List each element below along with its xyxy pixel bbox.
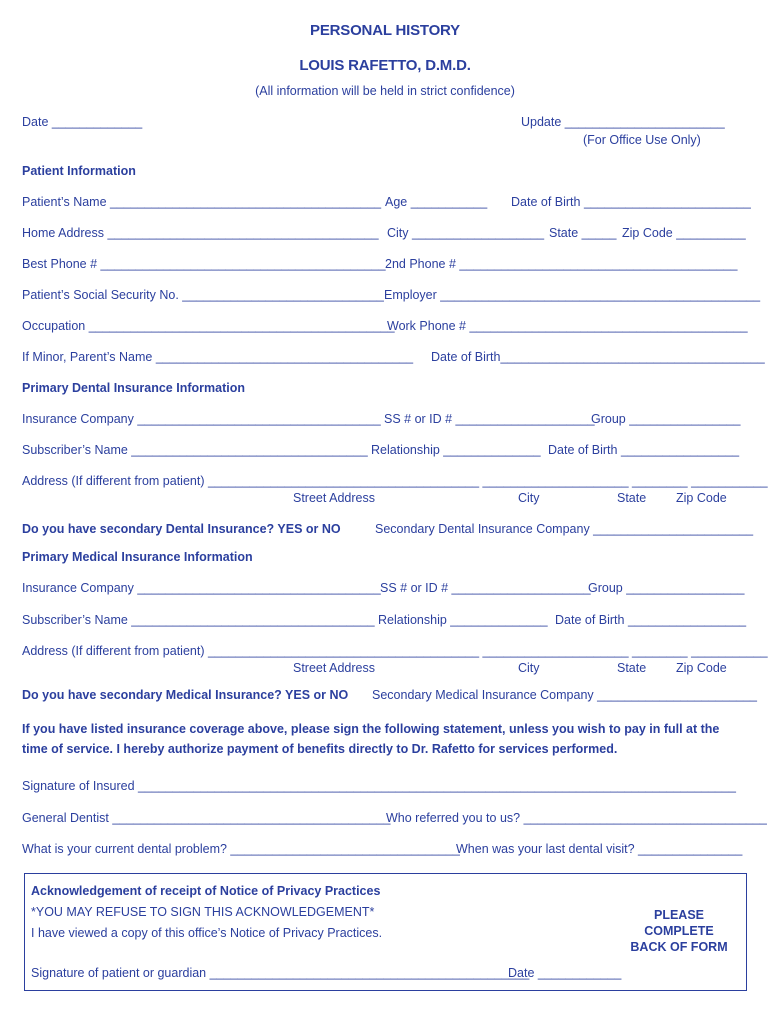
medical-group-field[interactable]: Group _________________ <box>588 581 745 595</box>
referred-by-field[interactable]: Who referred you to us? ___________________________________ <box>386 811 767 825</box>
home-address-field[interactable]: Home Address _______________________________________ <box>22 226 379 240</box>
please-line-1: PLEASE <box>653 908 704 922</box>
secondary-medical-question[interactable]: Do you have secondary Medical Insurance? YES or NO <box>22 688 349 702</box>
medical-ssid-field[interactable]: SS # or ID # ____________________ <box>380 581 591 595</box>
ack-viewed-statement: I have viewed a copy of this office’s Notice of Privacy Practices. <box>31 926 383 940</box>
medical-relationship-field[interactable]: Relationship ______________ <box>378 613 548 627</box>
dental-subscriber-field[interactable]: Subscriber’s Name __________________________________ <box>22 443 368 457</box>
please-complete-back-note <box>620 907 738 955</box>
secondary-medical-company-field[interactable]: Secondary Medical Insurance Company _______________________ <box>372 688 758 702</box>
authorization-statement-line-1: If you have listed insurance coverage above, please sign the following statement, unless you wish to pay in full at the <box>22 722 720 736</box>
medical-address-field[interactable]: Address (If different from patient) _______________________________________ _____________________ ________ ___________ <box>22 644 768 658</box>
please-line-2: COMPLETE <box>644 924 714 938</box>
medical-company-field[interactable]: Insurance Company ___________________________________ <box>22 581 381 595</box>
page-title: PERSONAL HISTORY <box>310 22 460 39</box>
dental-company-field[interactable]: Insurance Company ___________________________________ <box>22 412 381 426</box>
zip-field[interactable]: Zip Code __________ <box>622 226 746 240</box>
best-phone-field[interactable]: Best Phone # _________________________________________ <box>22 257 386 271</box>
work-phone-field[interactable]: Work Phone # ________________________________________ <box>387 319 748 333</box>
please-line-3: BACK OF FORM <box>630 940 728 954</box>
signature-insured-field[interactable]: Signature of Insured ______________________________________________________________________________________ <box>22 779 736 793</box>
dental-zip-caption: Zip Code <box>676 491 727 505</box>
dental-city-caption: City <box>518 491 540 505</box>
second-phone-field[interactable]: 2nd Phone # ________________________________________ <box>385 257 738 271</box>
general-dentist-field[interactable]: General Dentist ________________________________________ <box>22 811 391 825</box>
ack-date-field[interactable]: Date ____________ <box>508 966 622 980</box>
medical-state-caption: State <box>617 661 647 675</box>
parent-name-field[interactable]: If Minor, Parent’s Name _____________________________________ <box>22 350 414 364</box>
ack-signature-field[interactable]: Signature of patient or guardian ______________________________________________ <box>31 966 530 980</box>
secondary-dental-company-field[interactable]: Secondary Dental Insurance Company _______________________ <box>375 522 754 536</box>
dental-group-field[interactable]: Group ________________ <box>591 412 741 426</box>
occupation-field[interactable]: Occupation ____________________________________________ <box>22 319 395 333</box>
medical-city-caption: City <box>518 661 540 675</box>
medical-street-caption: Street Address <box>293 661 375 675</box>
medical-subscriber-field[interactable]: Subscriber’s Name ___________________________________ <box>22 613 375 627</box>
dental-relationship-field[interactable]: Relationship ______________ <box>371 443 541 457</box>
medical-insurance-heading: Primary Medical Insurance Information <box>22 550 253 564</box>
office-use-note: (For Office Use Only) <box>583 133 701 147</box>
dental-ssid-field[interactable]: SS # or ID # ____________________ <box>384 412 595 426</box>
dental-problem-field[interactable]: What is your current dental problem? _________________________________ <box>22 842 460 856</box>
ack-refuse-note: *YOU MAY REFUSE TO SIGN THIS ACKNOWLEDGEMENT* <box>31 905 375 919</box>
employer-field[interactable]: Employer ______________________________________________ <box>384 288 761 302</box>
city-field[interactable]: City ___________________ <box>387 226 545 240</box>
dental-state-caption: State <box>617 491 647 505</box>
secondary-dental-question[interactable]: Do you have secondary Dental Insurance? YES or NO <box>22 522 341 536</box>
dental-insurance-heading: Primary Dental Insurance Information <box>22 381 245 395</box>
update-field[interactable]: Update _______________________ <box>521 115 725 129</box>
patient-name-field[interactable]: Patient’s Name _______________________________________ <box>22 195 382 209</box>
dental-address-field[interactable]: Address (If different from patient) _______________________________________ _____________________ ________ ___________ <box>22 474 768 488</box>
last-visit-field[interactable]: When was your last dental visit? _______________ <box>456 842 743 856</box>
patient-dob-field[interactable]: Date of Birth ________________________ <box>511 195 751 209</box>
confidentiality-note: (All information will be held in strict confidence) <box>255 84 515 98</box>
date-field[interactable]: Date _____________ <box>22 115 143 129</box>
ssn-field[interactable]: Patient’s Social Security No. _____________________________ <box>22 288 384 302</box>
medical-subscriber-dob-field[interactable]: Date of Birth _________________ <box>555 613 747 627</box>
patient-info-heading: Patient Information <box>22 164 136 178</box>
parent-dob-field[interactable]: Date of Birth______________________________________ <box>431 350 765 364</box>
dental-street-caption: Street Address <box>293 491 375 505</box>
doctor-name: LOUIS RAFETTO, D.M.D. <box>299 57 471 74</box>
dental-subscriber-dob-field[interactable]: Date of Birth _________________ <box>548 443 740 457</box>
age-field[interactable]: Age ___________ <box>385 195 488 209</box>
ack-title: Acknowledgement of receipt of Notice of Privacy Practices <box>31 884 381 898</box>
medical-zip-caption: Zip Code <box>676 661 727 675</box>
authorization-statement-line-2: time of service. I hereby authorize payment of benefits directly to Dr. Rafetto for services performed. <box>22 742 618 756</box>
state-field[interactable]: State _____ <box>549 226 617 240</box>
